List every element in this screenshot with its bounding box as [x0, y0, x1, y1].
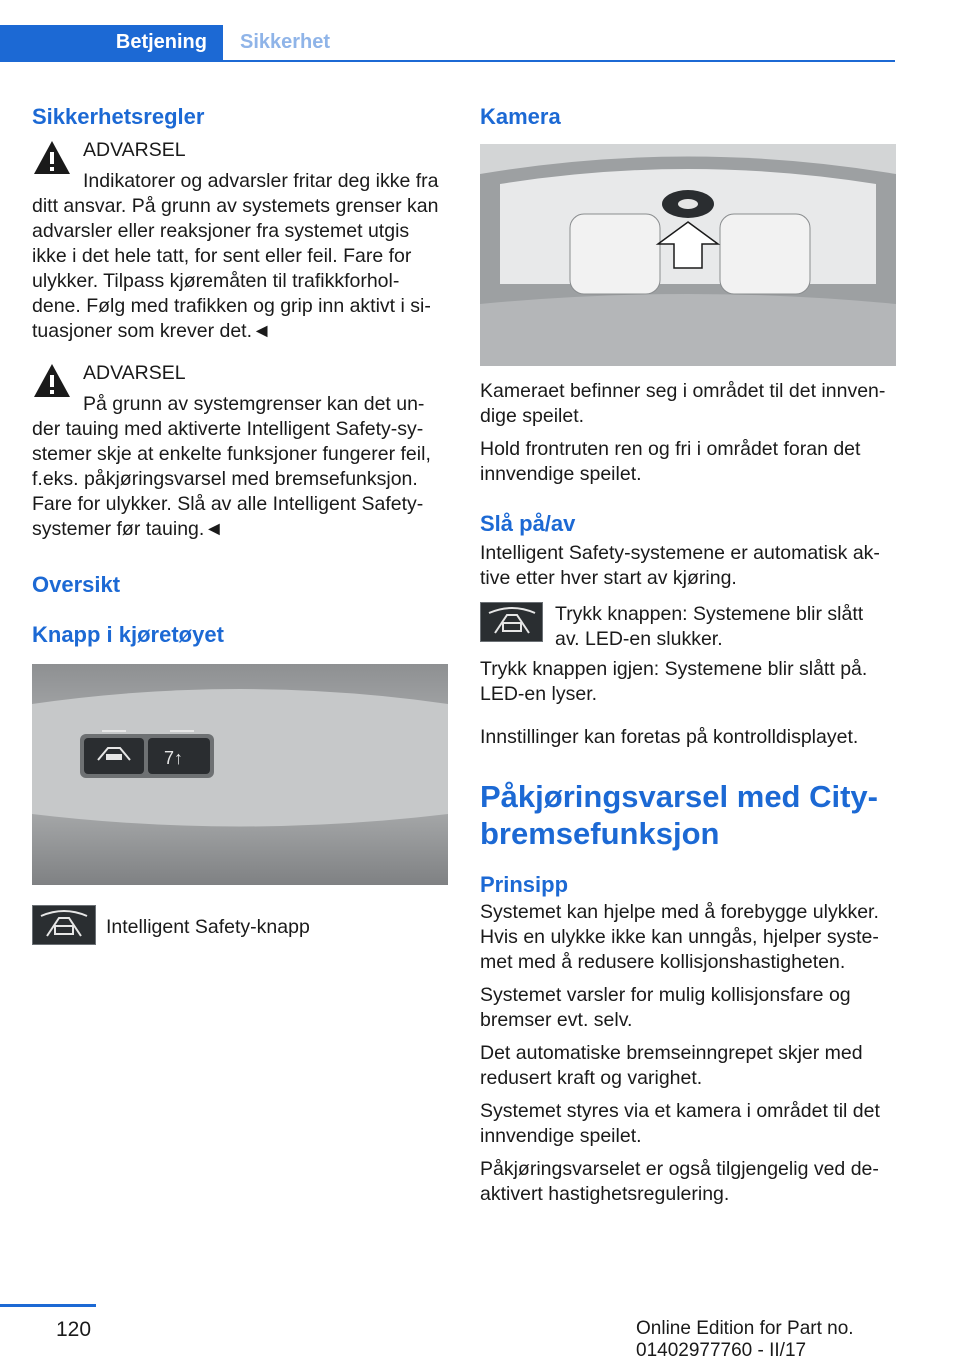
kamera-paragraph-2: Hold frontruten ren og fri i området foran det innvendige speilet.	[480, 438, 861, 485]
chapter-tabbar	[0, 25, 895, 62]
sla-paragraph-1: Intelligent Safety-systemene er automatisk ak-tive etter hver start av kjøring.	[480, 542, 880, 589]
button-caption-row	[32, 905, 448, 945]
heading-kamera: Kamera	[480, 104, 561, 129]
sla-paragraph-3: Innstillinger kan foretas på kontrolldisplayet.	[480, 726, 859, 748]
prinsipp-paragraph-5: Påkjøringsvarselet er også tilgjengelig ved de-aktivert hastighetsregulering.	[480, 1158, 879, 1205]
heading-sikkerhetsregler: Sikkerhetsregler	[32, 104, 205, 129]
intelligent-safety-button-icon	[480, 602, 543, 642]
warning-first-line: Indikatorer og advarsler fritar deg ikke fra	[83, 170, 439, 192]
prinsipp-paragraph-2: Systemet varsler for mulig kollisjonsfare og bremser evt. selv.	[480, 984, 851, 1031]
edition-info: Online Edition for Part no. 01402977760 - II/17	[636, 1318, 854, 1361]
page-number: 120	[56, 1318, 92, 1341]
warning-triangle-icon	[32, 138, 72, 178]
warning-text: ditt ansvar. På grunn av systemets grenser kan advarsler eller reaksjoner fra systemet utgis ikke i det hele tatt, for sent eller feil. Fare for ulykker. Tilpass kjøremåten til trafikkforhol-dene. Følg med trafikken og grip inn aktivt i si-tuasjoner som krever det.◄	[32, 195, 439, 342]
warning-first-line: På grunn av systemgrenser kan det un-	[83, 393, 425, 415]
button-panel-illustration	[32, 664, 448, 885]
tab-sikkerhet[interactable]: Sikkerhet	[240, 31, 331, 53]
heading-sla-pa-av: Slå på/av	[480, 511, 576, 536]
right-column	[480, 100, 896, 1207]
left-column	[32, 100, 448, 945]
warning-title: ADVARSEL	[83, 362, 186, 384]
camera-photo	[480, 144, 896, 366]
tab-betjening[interactable]: Betjening	[0, 25, 223, 60]
button-instruction-text: Trykk knappen: Systemene blir slått av. LED-en slukker.	[555, 603, 864, 650]
kamera-paragraph-1: Kameraet befinner seg i området til det innven-dige speilet.	[480, 380, 886, 427]
intelligent-safety-button-icon	[32, 905, 96, 945]
heading-knapp-i-kjoretoyet: Knapp i kjøretøyet	[32, 622, 224, 647]
warning-block-2	[32, 361, 448, 542]
prinsipp-paragraph-1: Systemet kan hjelpe med å forebygge ulykker. Hvis en ulykke ikke kan unngås, hjelper syste-met med å redusere kollisjonshastigheten.	[480, 901, 879, 973]
warning-block-1	[32, 138, 448, 344]
vehicle-button-photo	[32, 664, 448, 885]
svg-text:7↑: 7↑	[164, 748, 184, 768]
button-caption: Intelligent Safety-knapp	[106, 916, 310, 938]
heading-pakjoringsvarsel: Påkjøringsvarsel med City-bremsefunksjon	[480, 779, 878, 851]
prinsipp-paragraph-3: Det automatiske bremseinngrepet skjer med redusert kraft og varighet.	[480, 1042, 863, 1089]
prinsipp-paragraph-4: Systemet styres via et kamera i området til det innvendige speilet.	[480, 1100, 880, 1147]
sla-paragraph-2: Trykk knappen igjen: Systemene blir slått på. LED-en lyser.	[480, 658, 868, 705]
heading-oversikt: Oversikt	[32, 572, 121, 597]
heading-prinsipp: Prinsipp	[480, 872, 569, 897]
warning-text: der tauing med aktiverte Intelligent Safety-sy-stemer skje at enkelte funksjoner fungerer feil, f.eks. påkjøringsvarsel med bremsefunksjon. Fare for ulykker. Slå av alle Intelligent Safety-systemer før tauing.◄	[32, 418, 431, 540]
warning-title: ADVARSEL	[83, 139, 186, 161]
footer-rule	[0, 1304, 96, 1307]
warning-triangle-icon	[32, 361, 72, 401]
button-instruction-row	[480, 602, 896, 652]
windshield-illustration	[480, 144, 896, 366]
